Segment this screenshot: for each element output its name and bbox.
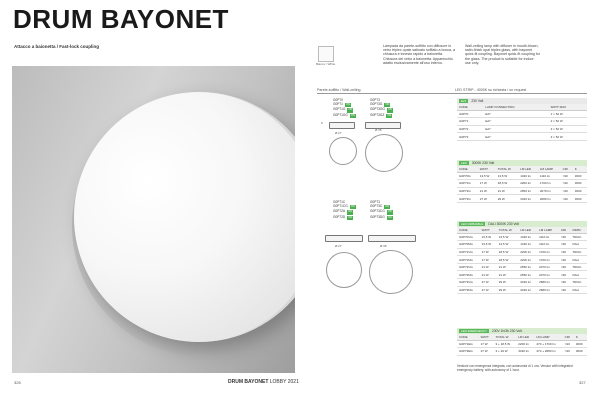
footer-brand-suffix: LOBBY 2021 xyxy=(269,379,299,385)
footer-brand-name: DRUM BAYONET xyxy=(228,379,269,385)
table-row: G0P73G 27 W 29 W 3430 lm 2680 lm >90 3000 xyxy=(457,195,587,203)
code-group-2 xyxy=(370,98,393,118)
code-item: G0P71GG ON xyxy=(333,112,355,117)
spec-table-led xyxy=(457,160,587,203)
table-header-row: CODE WATT TOTAL W LM LED LM LAMP CRI K xyxy=(457,334,587,340)
code-item: G0P73GZ ON xyxy=(370,112,392,117)
code-group-3 xyxy=(333,200,356,220)
code-item: G0P70 xyxy=(333,98,343,102)
top-view-drawing xyxy=(369,250,413,294)
top-view-drawing xyxy=(329,137,357,165)
page-number-left: 326 xyxy=(14,380,21,385)
table-header-row: CODE WATT TOTAL W LM LED LM LAMP CRI DIMM xyxy=(457,227,587,233)
spec-table-led-dimmable xyxy=(457,221,587,294)
table-row: G0P70DG 13,5 W 13,5 W 1430 lm 1110 lm >90 DALI xyxy=(457,241,587,249)
table-row: G0P72CG 21 W 21 W 2650 lm 2070 lm >90 TRIAC xyxy=(457,263,587,271)
code-item: G0P73 xyxy=(370,98,380,102)
code-item: G0P72D ON xyxy=(333,214,353,219)
table-row: G0P71DG 17 W 18,5 W 2200 lm 1700 lm >90 DALI xyxy=(457,256,587,264)
table-header-row: CODE WATT TOTAL W LM LED LM LAMP CRI K xyxy=(457,166,587,172)
code-item: G0P73G ON xyxy=(370,102,390,107)
code-item: G0P73CG ON xyxy=(370,209,392,214)
code-item: G0P71G ON xyxy=(333,107,353,112)
side-view-drawing xyxy=(325,235,363,242)
page-subtitle: Attacco a baionetta / Fast-lock coupling xyxy=(14,44,100,49)
spec-table-header: E27 230 Volt xyxy=(457,98,587,104)
description-it: Lampada da parete-soffitto con diffusore in vetro triplex opale satinato soffiato a bocca, a chiusura e innesto rapido a baionetta. Chiusura del vetro a baionetta. Apparecchio adatto esclusivamente all'uso interno. xyxy=(383,44,456,65)
code-item: G0P73C ON xyxy=(370,204,390,209)
dim-diameter: Ø 35 xyxy=(375,128,382,132)
top-view-drawing xyxy=(326,252,362,288)
code-item: G0P72A ON xyxy=(333,209,352,214)
table-row: G0P71 E27 2 × 52 W xyxy=(457,118,587,126)
page-title: DRUM BAYONET xyxy=(13,4,229,34)
code-item: G0P73DG ON xyxy=(370,214,392,219)
footer-brand xyxy=(228,379,299,385)
table-header-row: CODE LAMP CONNECTION WATT MAX xyxy=(457,104,587,110)
finish-swatch xyxy=(318,46,334,62)
section-led-note: LED STRIP - 4000K su richiesta / on request xyxy=(455,88,527,92)
spec-table-led-emergency xyxy=(457,328,587,356)
dim-diameter: Ø 35 xyxy=(380,244,387,248)
table-row: G0P73DG 27 W 29 W 3430 lm 2680 lm >90 DALI xyxy=(457,286,587,294)
code-item: G0P73 xyxy=(370,200,380,204)
code-item: G0P71CG ON xyxy=(333,204,355,209)
page-number-right: 327 xyxy=(579,380,586,385)
table-row: G0P70G 13,5 W 13,5 W 1430 lm 1110 lm >90 3000 xyxy=(457,172,587,180)
section-wall-ceiling: Parete-soffitto / Wall-ceiling xyxy=(317,88,361,92)
table-row: G0P73 E27 3 × 52 W xyxy=(457,133,587,141)
spec-table-header: LED EMERGENCY 230V 1h/3h 230 Volt xyxy=(457,328,587,334)
code-item: G0P71C xyxy=(333,200,346,204)
table-row: G0P70 E27 1 × 52 W xyxy=(457,110,587,118)
side-view-drawing xyxy=(329,122,355,129)
finish-label: Bianco / White xyxy=(316,62,336,66)
code-item: G0P71 ON xyxy=(333,102,350,107)
product-photo xyxy=(12,66,295,373)
emergency-note: Versioni con emergenza integrata, con autonomia di 1 ora. Version with integrated emergency battery, with autonomy of 1 hour. xyxy=(457,364,573,372)
table-row: G0P72DG 21 W 21 W 2650 lm 2070 lm >90 DALI xyxy=(457,271,587,279)
table-row: G0P71G 17 W 18,5 W 2200 lm 1700 lm >90 3000 xyxy=(457,180,587,188)
side-view-drawing xyxy=(365,122,401,129)
description-en: Wall-ceiling lamp with diffuser in mouth-blown, satin-finish opal triplex glass, with bayonet quick-fit coupling. Bayonet quick-fit coupling for the glass. The product is suitable for indoor use only. xyxy=(465,44,540,65)
spec-table-e27 xyxy=(457,98,587,141)
dim-height: 9 xyxy=(321,121,323,125)
code-group-4 xyxy=(370,200,393,220)
dim-diameter: Ø 27 xyxy=(335,244,342,248)
table-row: G0P72G 21 W 21 W 2650 lm 2070 lm >90 3000 xyxy=(457,187,587,195)
top-view-drawing xyxy=(365,134,403,172)
table-row: G0P73EG 27 W 3 + 29 W 3430 lm 470 + 2680 lm >90 3000 xyxy=(457,348,587,356)
code-group-1 xyxy=(333,98,356,118)
table-row: G0P71EG 17 W 3 + 18,5 W 2200 lm 470 + 1700 lm >90 3000 xyxy=(457,340,587,348)
divider xyxy=(317,93,587,94)
spec-table-header: LED DIMMABLE DALI 3000K 230 Volt xyxy=(457,221,587,227)
table-row: G0P73CG 27 W 29 W 3430 lm 2680 lm >90 TRIAC xyxy=(457,279,587,287)
code-item: G0P73GG ON xyxy=(370,107,392,112)
table-row: G0P70CG 13,5 W 13,5 W 1430 lm 1110 lm >90 TRIAC xyxy=(457,233,587,241)
table-row: G0P71CG 17 W 18,5 W 2200 lm 1700 lm >90 TRIAC xyxy=(457,248,587,256)
side-view-drawing xyxy=(368,235,416,242)
dim-diameter: Ø 27 xyxy=(335,131,342,135)
table-row: G0P72 E27 3 × 52 W xyxy=(457,125,587,133)
spec-table-header: LED 3000K 230 Volt xyxy=(457,160,587,166)
